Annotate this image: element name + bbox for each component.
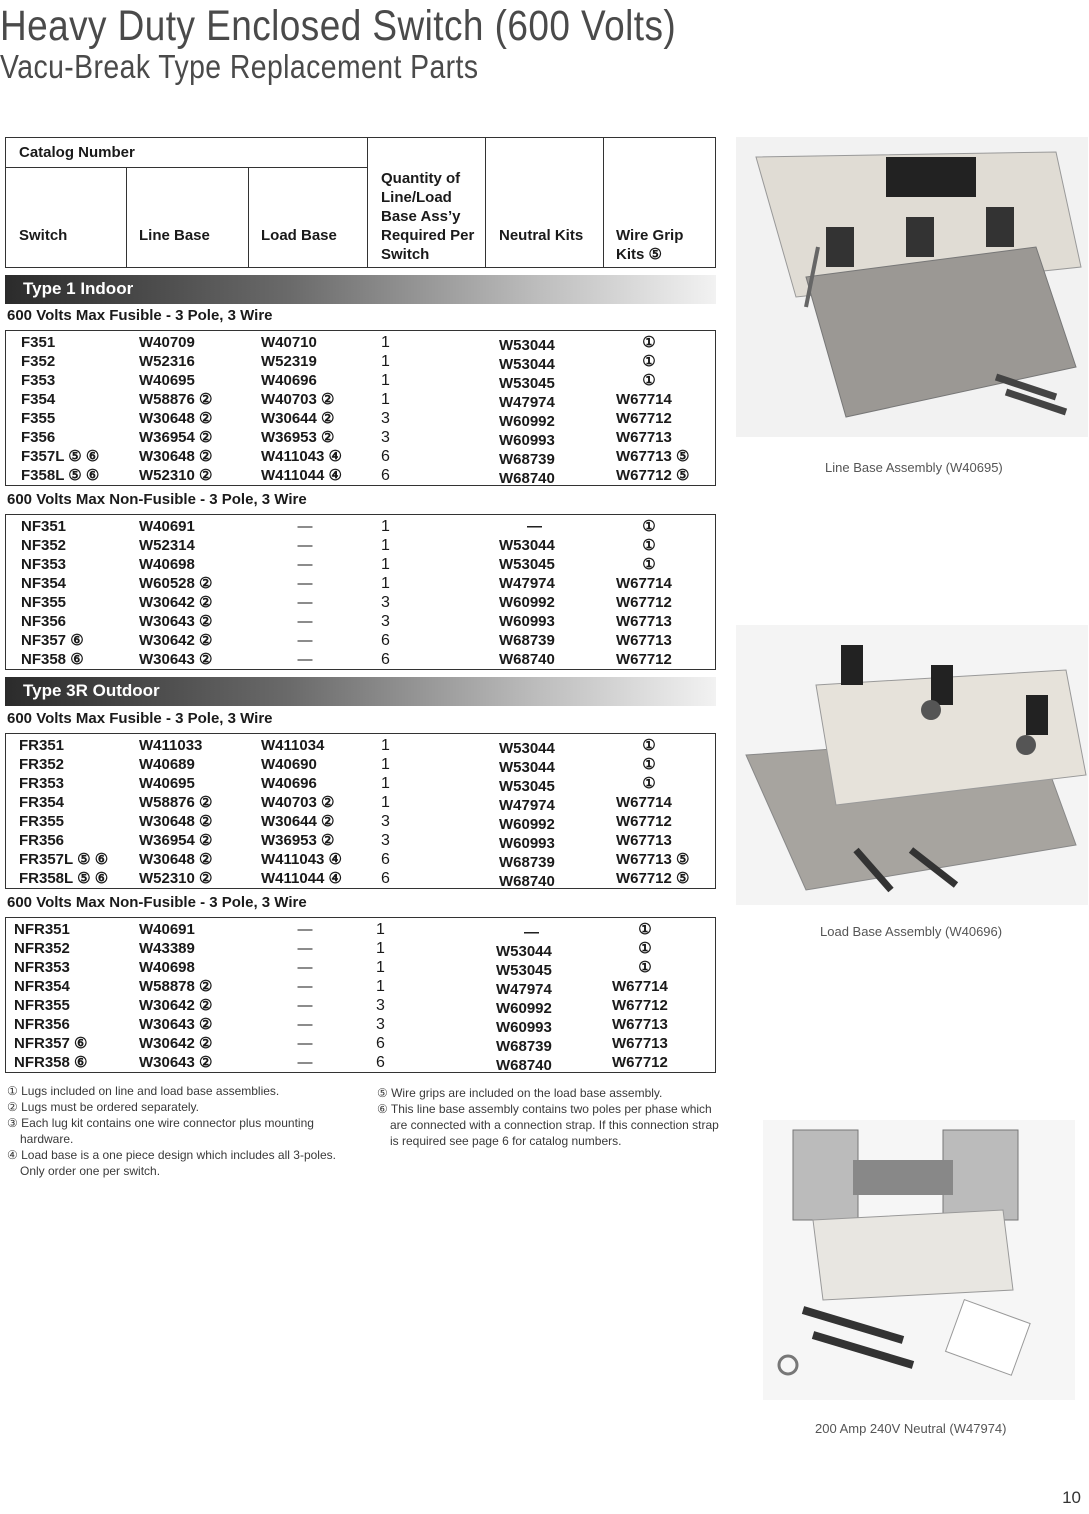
neutral-photo — [763, 1120, 1075, 1400]
footnotes-right — [377, 1085, 727, 1149]
table-cell: F356 — [21, 429, 56, 446]
table-cell: 1 — [381, 353, 390, 370]
table-cell: — — [297, 940, 313, 957]
table-cell: W40698 — [139, 959, 195, 976]
table-cell: 6 — [376, 1035, 385, 1052]
page-title: Heavy Duty Enclosed Switch (600 Volts) — [0, 2, 677, 50]
table-cell: 6 — [381, 632, 390, 649]
table-cell: 3 — [381, 594, 390, 611]
line-base-column — [139, 517, 212, 669]
table-cell: W68739 — [499, 451, 555, 468]
table-cell: W52319 — [261, 353, 317, 370]
table-cell: W30643 ② — [139, 651, 213, 668]
table-cell: W68740 — [499, 470, 555, 487]
table-cell: FR351 — [19, 737, 65, 754]
table-cell: 1 — [381, 391, 390, 408]
table-cell: W40691 — [139, 921, 195, 938]
table-cell: NF357 ⑥ — [21, 632, 84, 649]
wire-grip-column — [616, 517, 682, 669]
table-cell: W30642 ② — [139, 594, 213, 611]
table-cell: — — [527, 518, 542, 535]
table-cell: — — [297, 997, 313, 1014]
table-cell: F357L ⑤ ⑥ — [21, 448, 100, 465]
table-cell: 6 — [381, 651, 390, 668]
parts-table — [5, 733, 716, 889]
table-cell: W60992 — [499, 594, 555, 611]
table-cell: — — [297, 556, 313, 573]
table-cell: FR354 — [19, 794, 65, 811]
table-cell: W52314 — [139, 537, 195, 554]
table-cell: NF352 — [21, 537, 67, 554]
table-cell: 3 — [376, 1016, 385, 1033]
table-cell: W60528 ② — [139, 575, 213, 592]
table-cell: W67713 ⑤ — [616, 851, 690, 868]
band-type3r-outdoor: Type 3R Outdoor — [5, 677, 716, 706]
table-cell: W67714 — [612, 978, 668, 995]
table-cell: W60993 — [499, 613, 555, 630]
table-cell: NF356 — [21, 613, 67, 630]
table-cell: 1 — [381, 556, 390, 573]
table-cell: W40691 — [139, 518, 195, 535]
table-cell: FR357L ⑤ ⑥ — [19, 851, 109, 868]
table-cell: W411043 ④ — [261, 851, 342, 868]
quantity-column — [381, 736, 390, 888]
footnotes-left — [7, 1083, 342, 1179]
table-cell: NF354 — [21, 575, 67, 592]
footnote: ① Lugs included on line and load base assemblies. — [7, 1084, 280, 1098]
table-cell: W67712 ⑤ — [616, 870, 690, 887]
table-cell: W58878 ② — [139, 978, 213, 995]
line-base-column — [139, 920, 212, 1072]
table-cell: 1 — [376, 959, 385, 976]
table-cell: W60993 — [496, 1019, 552, 1036]
load-base-column — [292, 920, 318, 1072]
table-cell: 1 — [381, 372, 390, 389]
footnote: ⑥ This line base assembly contains two poles per phase which are connected with a connection strap. If this connection strap is required see page 6 for catalog numbers. — [377, 1102, 719, 1148]
footnote: ④ Load base is a one piece design which includes all 3-poles. Only order one per switch. — [7, 1148, 336, 1178]
table-cell: W30642 ② — [139, 997, 213, 1014]
line-base-photo — [736, 137, 1088, 437]
table-cell: W68739 — [499, 632, 555, 649]
table-cell: W67712 — [616, 813, 672, 830]
table-cell: — — [297, 594, 313, 611]
table-cell: FR356 — [19, 832, 65, 849]
header-switch: Switch — [19, 227, 68, 244]
neutral-caption: 200 Amp 240V Neutral (W47974) — [815, 1421, 1007, 1436]
table-cell: 6 — [381, 467, 390, 484]
table-cell: W36954 ② — [139, 832, 213, 849]
table-cell: W40696 — [261, 775, 317, 792]
quantity-column — [376, 920, 385, 1072]
table-cell: W60992 — [499, 816, 555, 833]
quantity-column — [381, 333, 390, 485]
table-cell: — — [297, 518, 313, 535]
table-cell: NFR356 — [14, 1016, 70, 1033]
quantity-column — [381, 517, 390, 669]
wire-grip-column — [616, 333, 690, 485]
table-cell: W67712 ⑤ — [616, 467, 690, 484]
load-base-column — [292, 517, 318, 669]
table-cell: W40709 — [139, 334, 195, 351]
parts-table — [5, 514, 716, 670]
load-base-caption: Load Base Assembly (W40696) — [820, 924, 1003, 939]
table-cell: W53045 — [499, 778, 555, 795]
table-cell: — — [524, 924, 539, 941]
table-cell: NFR357 ⑥ — [14, 1035, 88, 1052]
table-cell: W36953 ② — [261, 832, 335, 849]
table-cell: W58876 ② — [139, 794, 213, 811]
table-cell: W67713 — [616, 832, 672, 849]
table-cell: 6 — [376, 1054, 385, 1071]
table-cell: 1 — [381, 518, 390, 535]
table-cell: 1 — [381, 737, 390, 754]
table-cell: W47974 — [499, 575, 555, 592]
table-cell: W47974 — [499, 394, 555, 411]
table-cell: W68739 — [499, 854, 555, 871]
wire-grip-column — [616, 736, 690, 888]
table-cell: W30648 ② — [139, 813, 213, 830]
table-cell: W52310 ② — [139, 870, 213, 887]
table-cell: W30648 ② — [139, 448, 213, 465]
table-cell: ① — [642, 756, 656, 773]
page-subtitle: Vacu-Break Type Replacement Parts — [0, 48, 479, 85]
load-base-column — [261, 736, 342, 888]
table-cell: W30648 ② — [139, 851, 213, 868]
table-cell: W30644 ② — [261, 813, 335, 830]
table-cell: W40690 — [261, 756, 317, 773]
table-cell: 1 — [381, 575, 390, 592]
table-cell: NFR358 ⑥ — [14, 1054, 88, 1071]
table-cell: W411043 ④ — [261, 448, 342, 465]
table-cell: W52316 — [139, 353, 195, 370]
table-cell: — — [297, 978, 313, 995]
header-line-base: Line Base — [139, 227, 210, 244]
table-cell: — — [297, 921, 313, 938]
table-cell: 1 — [381, 537, 390, 554]
table-cell: W67713 ⑤ — [616, 448, 690, 465]
table-cell: ① — [642, 518, 656, 535]
table-cell: W60992 — [499, 413, 555, 430]
header-catalog-number: Catalog Number — [19, 144, 135, 161]
table-cell: W53044 — [499, 740, 555, 757]
table-cell: W53044 — [496, 943, 552, 960]
footnote: ③ Each lug kit contains one wire connector plus mounting hardware. — [7, 1116, 314, 1146]
table-cell: W40689 — [139, 756, 195, 773]
table-cell: ① — [638, 921, 652, 938]
table-cell: FR358L ⑤ ⑥ — [19, 870, 109, 887]
table-cell: — — [297, 537, 313, 554]
table-cell: 3 — [381, 613, 390, 630]
table-cell: — — [297, 959, 313, 976]
table-cell: ① — [638, 940, 652, 957]
table-cell: W30648 ② — [139, 410, 213, 427]
table-cell: ① — [642, 775, 656, 792]
table-cell: W47974 — [499, 797, 555, 814]
table-cell: W68740 — [496, 1057, 552, 1074]
neutral-kits-column — [496, 923, 552, 1075]
table-cell: W30643 ② — [139, 1054, 213, 1071]
table-cell: ① — [642, 372, 656, 389]
table-cell: ① — [642, 353, 656, 370]
table-cell: 6 — [381, 870, 390, 887]
table-cell: 1 — [381, 775, 390, 792]
table-cell: NF358 ⑥ — [21, 651, 84, 668]
table-cell: W40703 ② — [261, 391, 335, 408]
table-cell: W68740 — [499, 873, 555, 890]
header-quantity: Quantity of Line/Load Base Ass’y Required Per Switch — [381, 170, 475, 263]
table-cell: W67712 — [612, 1054, 668, 1071]
table-cell: W67713 — [616, 429, 672, 446]
table-cell: — — [297, 1035, 313, 1052]
parts-table — [5, 917, 716, 1073]
neutral-kits-column — [499, 517, 555, 669]
table-cell: W67714 — [616, 391, 672, 408]
table-cell: W68739 — [496, 1038, 552, 1055]
table-cell: F351 — [21, 334, 56, 351]
table-cell: W30643 ② — [139, 613, 213, 630]
table-cell: W30643 ② — [139, 1016, 213, 1033]
parts-table — [5, 330, 716, 486]
table-cell: NFR353 — [14, 959, 70, 976]
table-cell: F353 — [21, 372, 56, 389]
table-cell: 3 — [381, 410, 390, 427]
table-cell: W30644 ② — [261, 410, 335, 427]
table-cell: ① — [638, 959, 652, 976]
table-cell: W67714 — [616, 794, 672, 811]
table-cell: FR353 — [19, 775, 65, 792]
table-cell: 1 — [381, 334, 390, 351]
table-cell: 3 — [376, 997, 385, 1014]
header-load-base: Load Base — [261, 227, 337, 244]
table-cell: W411034 — [261, 737, 325, 754]
section-title: 600 Volts Max Fusible - 3 Pole, 3 Wire — [7, 307, 273, 324]
table-cell: F354 — [21, 391, 56, 408]
table-cell: W40710 — [261, 334, 317, 351]
table-cell: W30642 ② — [139, 632, 213, 649]
table-cell: W36953 ② — [261, 429, 335, 446]
table-cell: W47974 — [496, 981, 552, 998]
table-cell: FR355 — [19, 813, 65, 830]
table-cell: NFR352 — [14, 940, 70, 957]
wire-grip-column — [612, 920, 678, 1072]
table-cell: W67713 — [612, 1035, 668, 1052]
table-cell: W40695 — [139, 775, 195, 792]
table-cell: NFR355 — [14, 997, 70, 1014]
table-cell: W53045 — [499, 375, 555, 392]
table-cell: W67712 — [616, 410, 672, 427]
table-cell: 1 — [381, 756, 390, 773]
neutral-kits-column — [499, 739, 555, 891]
table-cell: W40696 — [261, 372, 317, 389]
table-cell: ① — [642, 334, 656, 351]
table-cell: W60993 — [499, 835, 555, 852]
neutral-kits-column — [499, 336, 555, 488]
table-cell: — — [297, 575, 313, 592]
table-cell: W67714 — [616, 575, 672, 592]
table-cell: W40703 ② — [261, 794, 335, 811]
table-cell: W67713 — [612, 1016, 668, 1033]
switch-column — [14, 920, 87, 1072]
table-cell: 1 — [381, 794, 390, 811]
table-cell: W67712 — [612, 997, 668, 1014]
table-cell: 1 — [376, 921, 385, 938]
load-base-photo — [736, 625, 1088, 905]
table-cell: ① — [642, 556, 656, 573]
table-cell: FR352 — [19, 756, 65, 773]
table-cell: — — [297, 613, 313, 630]
section-title: 600 Volts Max Non-Fusible - 3 Pole, 3 Wire — [7, 894, 307, 911]
table-cell: W40695 — [139, 372, 195, 389]
line-base-column — [139, 736, 212, 888]
table-cell: W53045 — [496, 962, 552, 979]
table-cell: 6 — [381, 851, 390, 868]
table-cell: — — [297, 1054, 313, 1071]
table-cell: — — [297, 632, 313, 649]
table-cell: NFR351 — [14, 921, 70, 938]
table-cell: W40698 — [139, 556, 195, 573]
table-cell: W53044 — [499, 337, 555, 354]
table-cell: ① — [642, 737, 656, 754]
table-cell: W60992 — [496, 1000, 552, 1017]
line-base-column — [139, 333, 212, 485]
table-cell: W30642 ② — [139, 1035, 213, 1052]
line-base-caption: Line Base Assembly (W40695) — [825, 460, 1003, 475]
table-cell: 1 — [376, 978, 385, 995]
table-cell: W67712 — [616, 651, 672, 668]
table-cell: NFR354 — [14, 978, 70, 995]
table-cell: W58876 ② — [139, 391, 213, 408]
table-cell: NF355 — [21, 594, 67, 611]
table-cell: — — [297, 1016, 313, 1033]
table-cell: W60993 — [499, 432, 555, 449]
table-cell: — — [297, 651, 313, 668]
header-wire-grip-kits: Wire Grip Kits ⑤ — [616, 227, 684, 263]
footnote: ② Lugs must be ordered separately. — [7, 1100, 199, 1114]
table-cell: F355 — [21, 410, 56, 427]
table-cell: W411044 ④ — [261, 870, 342, 887]
table-cell: 6 — [381, 448, 390, 465]
table-cell: W36954 ② — [139, 429, 213, 446]
table-cell: 3 — [381, 832, 390, 849]
section-title: 600 Volts Max Non-Fusible - 3 Pole, 3 Wire — [7, 491, 307, 508]
table-cell: W68740 — [499, 651, 555, 668]
table-cell: W53045 — [499, 556, 555, 573]
table-cell: W53044 — [499, 537, 555, 554]
header-neutral-kits: Neutral Kits — [499, 227, 584, 244]
table-cell: 1 — [376, 940, 385, 957]
table-cell: W67713 — [616, 613, 672, 630]
table-cell: F352 — [21, 353, 56, 370]
switch-column — [21, 517, 84, 669]
table-cell: W411044 ④ — [261, 467, 342, 484]
table-cell: W53044 — [499, 356, 555, 373]
switch-column — [19, 736, 108, 888]
footnote: ⑤ Wire grips are included on the load base assembly. — [377, 1086, 663, 1100]
table-cell: 3 — [381, 429, 390, 446]
table-cell: W67712 — [616, 594, 672, 611]
table-cell: NF353 — [21, 556, 67, 573]
table-cell: W53044 — [499, 759, 555, 776]
table-cell: W52310 ② — [139, 467, 213, 484]
table-cell: W43389 — [139, 940, 195, 957]
band-type1-indoor: Type 1 Indoor — [5, 275, 716, 304]
table-cell: ① — [642, 537, 656, 554]
switch-column — [21, 333, 99, 485]
table-cell: W411033 — [139, 737, 203, 754]
table-cell: NF351 — [21, 518, 67, 535]
load-base-column — [261, 333, 342, 485]
page-number: 10 — [1062, 1488, 1081, 1507]
table-cell: W67713 — [616, 632, 672, 649]
table-cell: 3 — [381, 813, 390, 830]
table-cell: F358L ⑤ ⑥ — [21, 467, 100, 484]
section-title: 600 Volts Max Fusible - 3 Pole, 3 Wire — [7, 710, 273, 727]
